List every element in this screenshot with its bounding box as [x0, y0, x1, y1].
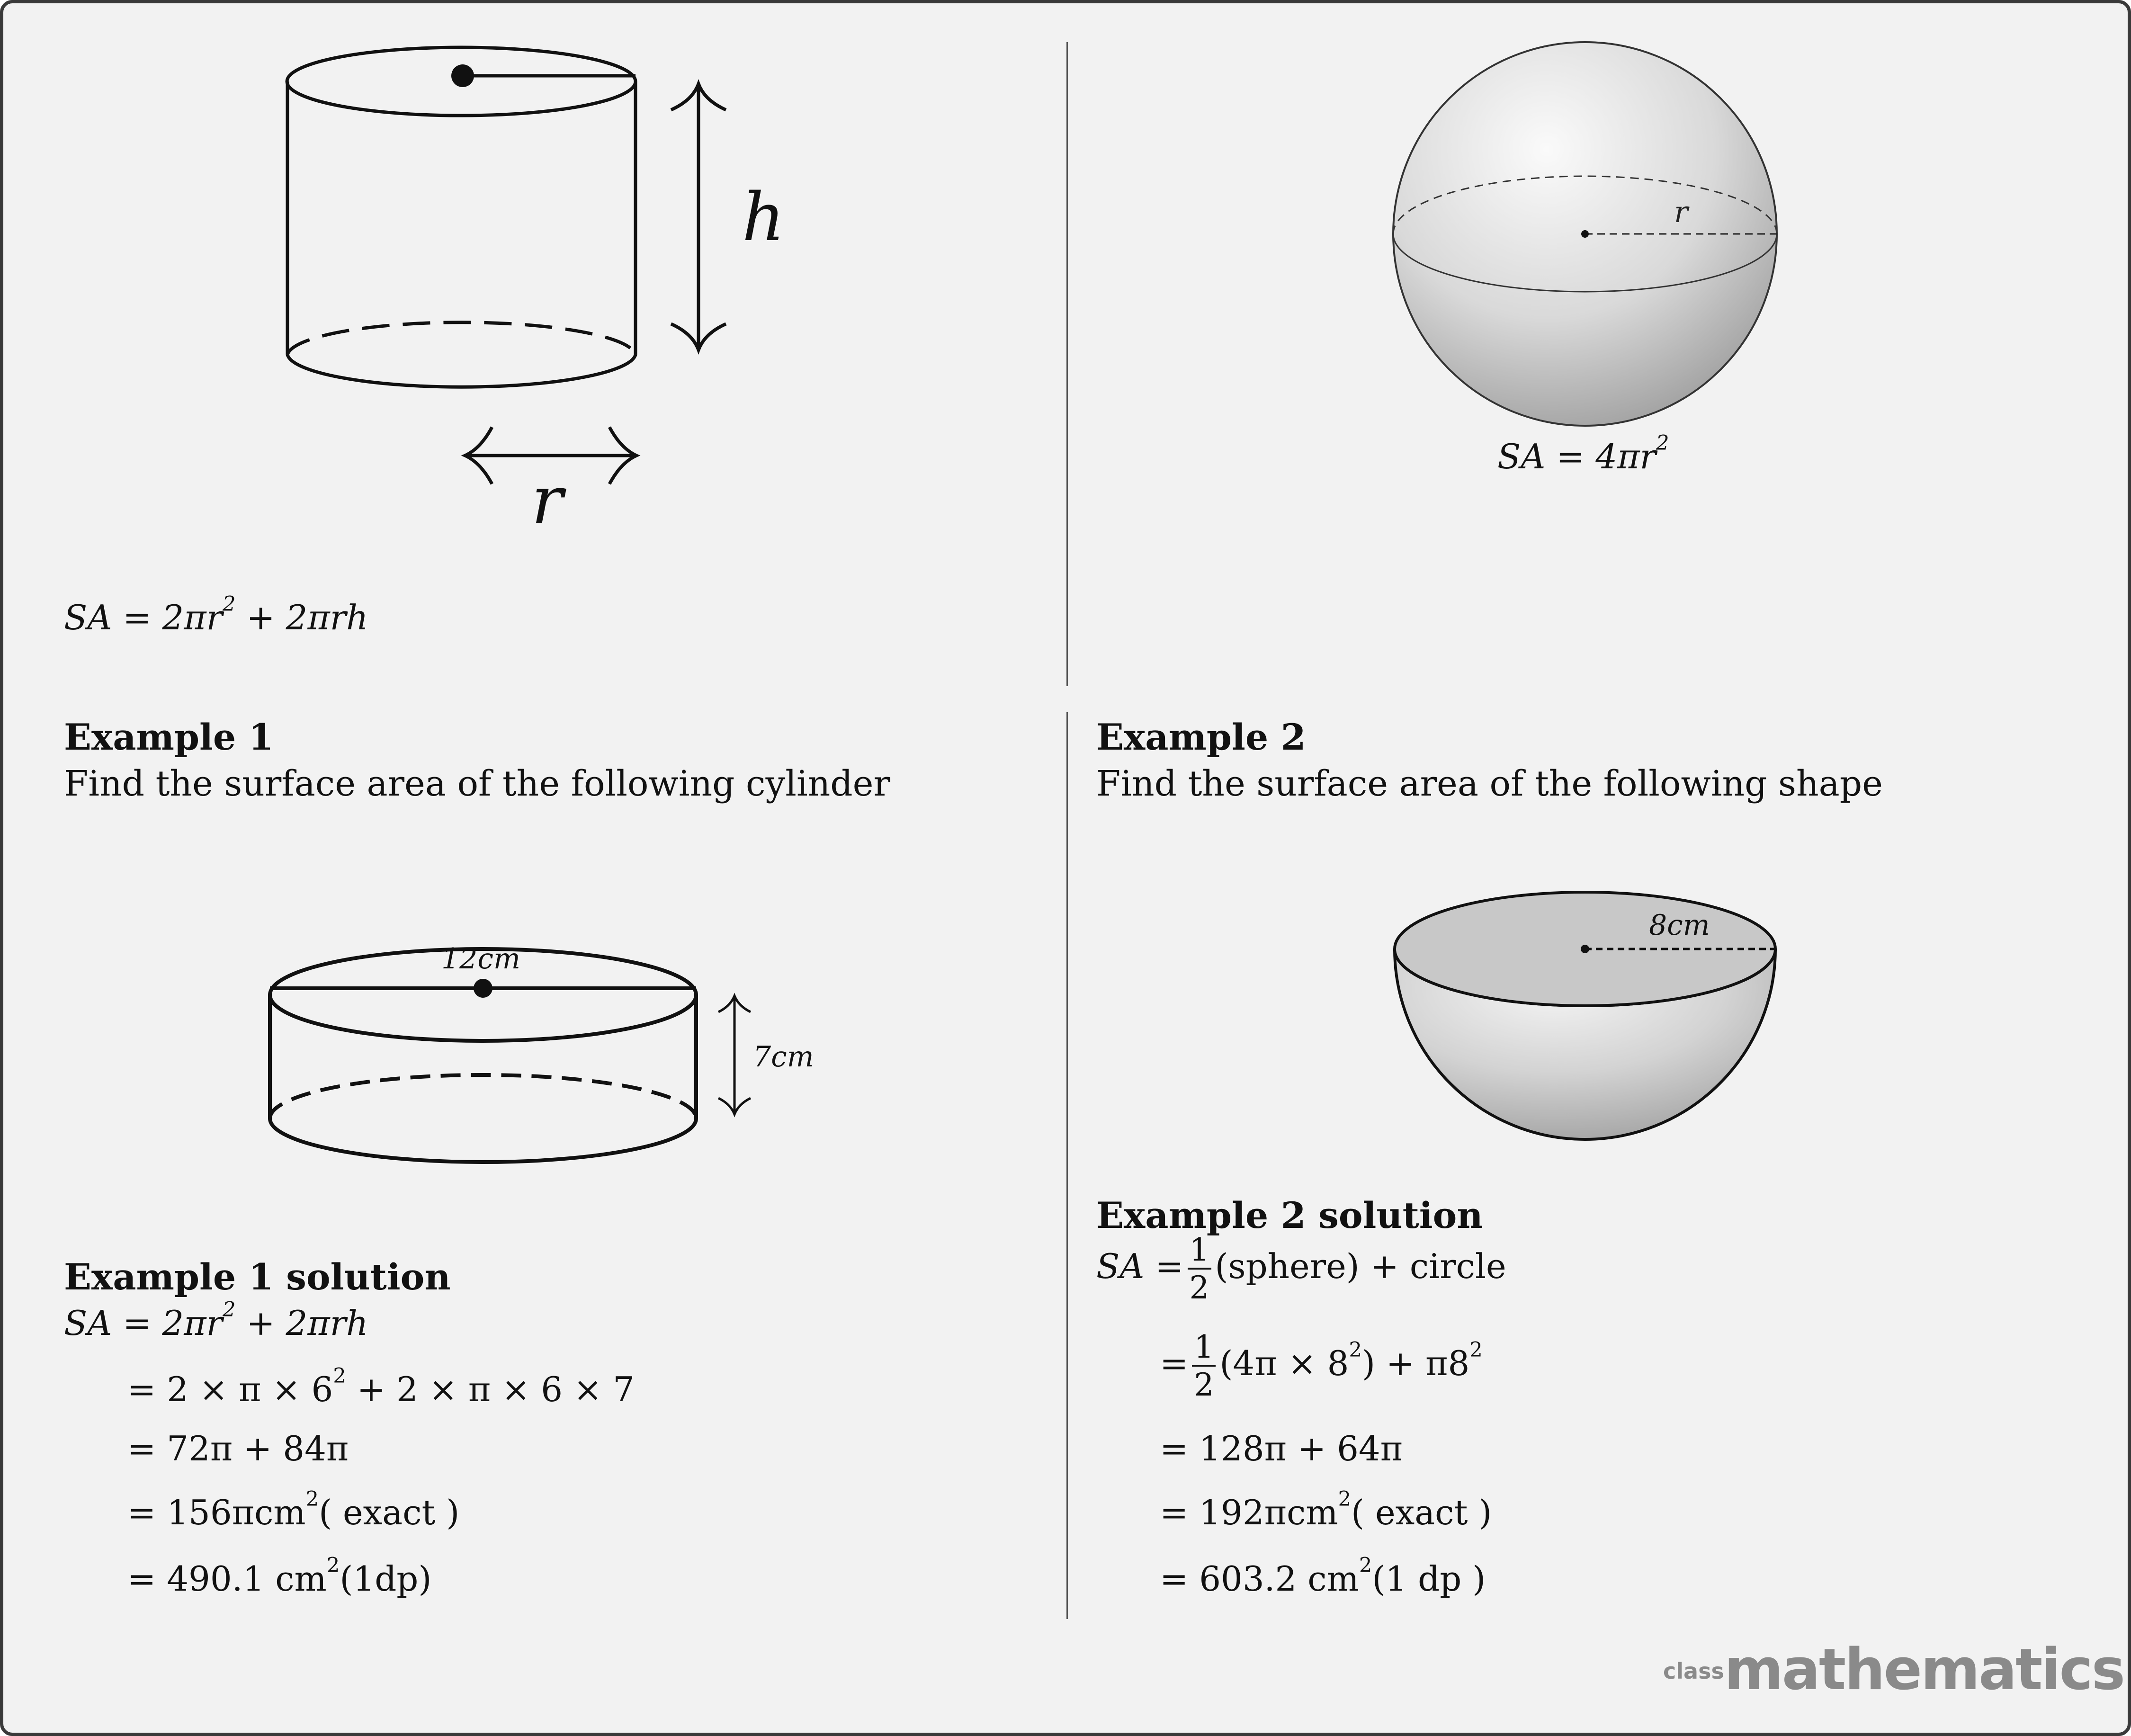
ex1-line-2-main: = 72π + 84π: [127, 1429, 349, 1468]
ex1-line-4-exp: 2: [326, 1554, 340, 1578]
radius-label: r: [531, 462, 563, 539]
ex2-line-sa-num: 1: [1188, 1235, 1211, 1270]
hemisphere-radius-label: 8cm: [1649, 909, 1710, 942]
ex1-line-0-exp: 2: [222, 1298, 236, 1322]
cylinder-bottom-back-arc: [287, 322, 636, 355]
ex2-line-expand-exp1: 2: [1349, 1338, 1362, 1362]
ex1-line-1: [127, 1364, 635, 1409]
ex1-diameter-label: 12cm: [441, 942, 520, 975]
ex2-line-0: [1160, 1429, 1403, 1468]
top-divider: [1066, 42, 1068, 686]
ex2-line-2-main: = 603.2 cm: [1160, 1559, 1359, 1599]
example1-cylinder-diagram: [3, 903, 903, 1211]
hemisphere-diagram: [1329, 856, 1898, 1163]
bottom-divider: [1066, 712, 1068, 1619]
ex1-line-0-main: SA = 2πr: [64, 1303, 223, 1343]
ex1-line-3-tail: ( exact ): [319, 1493, 460, 1532]
ex1-center-dot: [474, 979, 492, 998]
ex1-line-4: [127, 1554, 432, 1599]
sphere-radius-label: r: [1674, 195, 1688, 229]
example1-heading: Example 1: [64, 716, 274, 758]
ex1-line-2: [127, 1429, 349, 1468]
sphere-center-dot: [1581, 230, 1589, 238]
example2-heading: Example 2: [1096, 716, 1306, 758]
ex1-line-0: [64, 1298, 368, 1343]
cylinder-sa-formula: [64, 592, 368, 637]
sphere-diagram: [1282, 3, 1945, 501]
ex2-line-2-exp: 2: [1359, 1554, 1372, 1578]
formula-suffix: + 2πrh: [235, 598, 368, 637]
ex2-line-expand-open: (4π × 8: [1219, 1343, 1349, 1383]
ex1-line-3-exp: 2: [305, 1487, 319, 1512]
ex1-height-label: 7cm: [753, 1040, 814, 1074]
ex2-line-expand: [1160, 1329, 1483, 1403]
logo-name: mathematics: [1724, 1637, 2124, 1703]
ex1-bottom-front-arc: [270, 1119, 696, 1162]
ex2-line-expand-den: 2: [1194, 1367, 1214, 1403]
sphere-formula-prefix: SA = 4πr: [1497, 437, 1656, 476]
height-label: h: [742, 179, 785, 256]
cylinder-diagram: [3, 3, 856, 572]
example2-prompt: Find the surface area of the following shape: [1096, 763, 1883, 804]
ex1-bottom-back-arc: [270, 1075, 696, 1119]
sphere-sa-formula: [1497, 431, 1669, 476]
formula-prefix: SA = 2πr: [64, 598, 223, 637]
ex1-line-4-main: = 490.1 cm: [127, 1559, 327, 1599]
cylinder-bottom-front-arc: [287, 355, 636, 387]
ex1-line-1-exp: 2: [333, 1364, 346, 1388]
ex2-line-sa-lhs: SA =: [1096, 1246, 1184, 1286]
ex2-line-expand-fraction: [1192, 1329, 1216, 1403]
ex2-line-sa: [1096, 1232, 1506, 1306]
sphere-formula-exponent: 2: [1656, 431, 1669, 456]
ex2-line-expand-exp2: 2: [1469, 1338, 1483, 1362]
ex2-line-2: [1160, 1554, 1486, 1599]
ex2-line-1-main: = 192πcm: [1160, 1493, 1338, 1532]
ex2-line-sa-rest: (sphere) + circle: [1215, 1246, 1506, 1286]
logo-prefix: class: [1663, 1658, 1724, 1684]
classmathematics-logo: [1663, 1637, 2124, 1703]
ex1-line-3-main: = 156πcm: [127, 1493, 306, 1532]
ex1-line-3: [127, 1487, 460, 1532]
ex2-line-sa-den: 2: [1189, 1270, 1209, 1306]
ex1-line-1-main: = 2 × π × 6: [127, 1369, 333, 1409]
formula-exponent: 2: [222, 592, 236, 617]
example1-solution-heading: Example 1 solution: [64, 1256, 451, 1298]
ex2-line-sa-fraction: [1188, 1232, 1211, 1306]
ex2-line-2-tail: (1 dp ): [1372, 1559, 1486, 1599]
example2-solution-heading: Example 2 solution: [1096, 1194, 1483, 1236]
ex2-line-1: [1160, 1487, 1492, 1532]
ex1-line-0-tail: + 2πrh: [235, 1303, 368, 1343]
ex2-line-expand-num: 1: [1192, 1332, 1216, 1367]
hemisphere-center-dot: [1581, 945, 1589, 953]
ex2-line-1-exp: 2: [1338, 1487, 1352, 1512]
ex2-line-expand-eq: =: [1160, 1343, 1189, 1383]
ex2-line-expand-close: ) + π8: [1361, 1343, 1470, 1383]
ex2-line-0-main: = 128π + 64π: [1160, 1429, 1403, 1468]
ex1-line-4-tail: (1dp): [340, 1559, 432, 1599]
ex2-line-1-tail: ( exact ): [1351, 1493, 1492, 1532]
example1-prompt: Find the surface area of the following cylinder: [64, 763, 890, 804]
ex1-line-1-tail: + 2 × π × 6 × 7: [346, 1369, 635, 1409]
cylinder-center-dot: [451, 64, 474, 87]
